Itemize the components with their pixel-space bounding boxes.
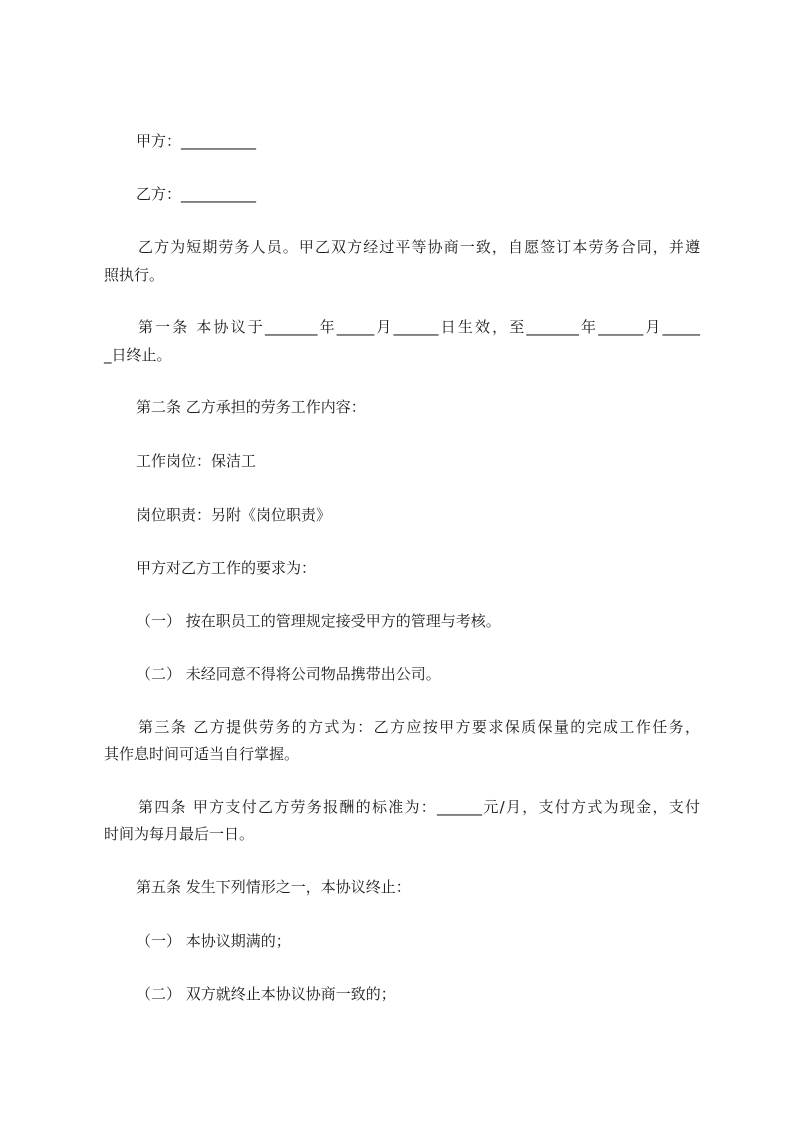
requirement-item-1: （一） 按在职员工的管理规定接受甲方的管理与考核。	[136, 612, 501, 630]
termination-item-2: （二） 双方就终止本协议协商一致的；	[136, 985, 396, 1003]
requirements-title: 甲方对乙方工作的要求为：	[136, 559, 317, 577]
intro-line-2: 照执行。	[104, 266, 165, 284]
job-duties: 岗位职责：另附《岗位职责》	[136, 506, 332, 524]
party-a-line: 甲方：__________	[136, 132, 257, 150]
article1-line-1: 第一条 本协议于_______年_____月______日生效，至_______年______月_____	[138, 318, 700, 336]
article5-title: 第五条 发生下列情形之一，本协议终止：	[136, 878, 411, 896]
party-b-line: 乙方：__________	[136, 185, 257, 203]
intro-line-1: 乙方为短期劳务人员。甲乙双方经过平等协商一致，自愿签订本劳务合同，并遵	[138, 238, 700, 256]
article2-title: 第二条 乙方承担的劳务工作内容：	[136, 398, 366, 416]
requirement-item-2: （二） 未经同意不得将公司物品携带出公司。	[136, 665, 441, 683]
article3-line-1: 第三条 乙方提供劳务的方式为：乙方应按甲方要求保质保量的完成工作任务，	[138, 718, 700, 736]
article4-line-1: 第四条 甲方支付乙方劳务报酬的标准为：______元/月，支付方式为现金，支付	[138, 798, 700, 816]
article4-line-2: 时间为每月最后一日。	[104, 825, 255, 843]
termination-item-1: （一） 本协议期满的；	[136, 932, 291, 950]
article1-line-2: _日终止。	[104, 346, 172, 364]
work-position: 工作岗位：保洁工	[136, 452, 257, 470]
article3-line-2: 其作息时间可适当自行掌握。	[104, 745, 300, 763]
